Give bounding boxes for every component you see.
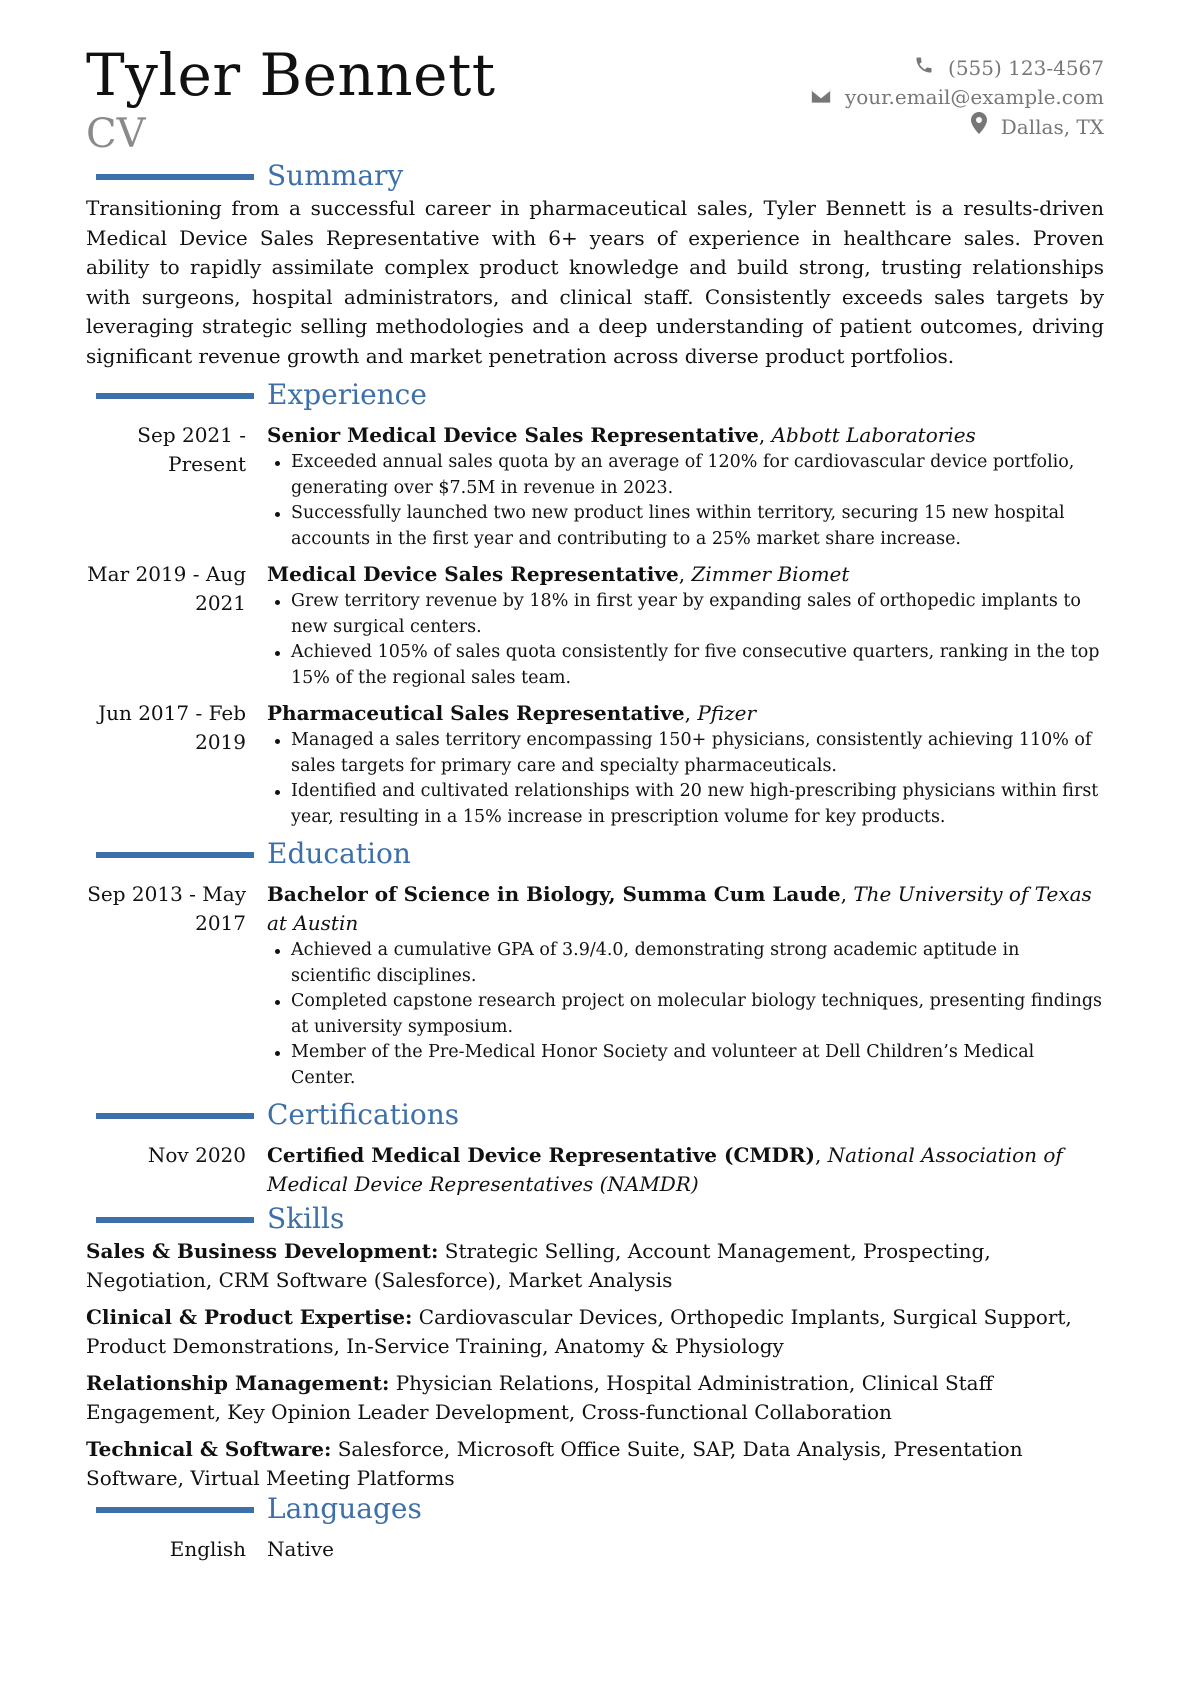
header [86,0,1104,160]
company-name: Pfizer [697,701,757,725]
section-title: Skills [267,1202,345,1235]
skill-row [86,1435,1104,1493]
contact-email [811,83,1104,112]
section-title: Education [267,837,411,870]
email-address[interactable]: your.email@example.com [844,85,1104,109]
contact-info [811,54,1104,142]
entry-date: Mar 2019 - Aug 2021 [87,562,246,615]
section-title: Languages [267,1492,422,1525]
entry-date: Sep 2021 - Present [137,423,246,476]
job-title: Pharmaceutical Sales Representative [267,701,685,725]
skill-row [86,1369,1104,1427]
contact-phone [811,54,1104,83]
contact-location [811,112,1104,142]
issuer-name: National Association of Medical Device Representatives (NAMDR) [267,1143,1063,1196]
company-name: Abbott Laboratories [771,423,976,447]
skill-items: Strategic Selling, Account Management, Prospecting, Negotiation, CRM Software (Salesforce), Market Analysis [86,1239,991,1292]
skill-category: Relationship Management: [86,1371,390,1395]
language-name: English [169,1537,246,1561]
bullet-list [267,450,1104,552]
entry-body [267,880,1104,1091]
bullet-item: Managed a sales territory encompassing 150+ physicians, consistently achieving 110% of sales targets for primary care and specialty pharmaceuticals. [291,728,1104,779]
entry-title: Medical Device Sales Representative, Zimmer Biomet [267,562,850,586]
entry-body [267,699,1104,830]
section-summary-heading [86,160,1104,194]
skill-category: Technical & Software: [86,1437,332,1461]
section-title: Experience [267,378,427,411]
certification-entry [86,1141,1104,1199]
education-entry [86,880,1104,1091]
company-name: Zimmer Biomet [691,562,850,586]
section-title: Summary [267,159,404,192]
document-subtitle: CV [86,111,146,157]
skill-items: Physician Relations, Hospital Administration, Clinical Staff Engagement, Key Opinion Leader Development, Cross-functional Collaboration [86,1371,993,1424]
bullet-item: Achieved a cumulative GPA of 3.9/4.0, demonstrating strong academic aptitude in scientific disciplines. [291,938,1104,989]
skill-items: Salesforce, Microsoft Office Suite, SAP, Data Analysis, Presentation Software, Virtual Meeting Platforms [86,1437,1023,1490]
entry-title: Bachelor of Science in Biology, Summa Cum Laude, The University of Texas at Austin [267,882,1092,935]
skill-row [86,1237,1104,1295]
entry-title: Senior Medical Device Sales Representative, Abbott Laboratories [267,423,976,447]
bullet-list [267,938,1104,1091]
bullet-item: Exceeded annual sales quota by an average of 120% for cardiovascular device portfolio, generating over $7.5M in revenue in 2023. [291,450,1104,501]
certification-title: Certified Medical Device Representative (CMDR) [267,1143,815,1167]
entry-title: Certified Medical Device Representative (CMDR), National Association of Medical Device Representatives (NAMDR) [267,1143,1063,1196]
language-row [86,1535,1104,1564]
phone-icon [914,54,948,83]
section-divider [96,852,254,858]
bullet-item: Completed capstone research project on molecular biology techniques, presenting findings at university symposium. [291,989,1104,1040]
bullet-item: Member of the Pre-Medical Honor Society and volunteer at Dell Children’s Medical Center. [291,1040,1104,1091]
bullet-item: Grew territory revenue by 18% in first year by expanding sales of orthopedic implants to new surgical centers. [291,589,1104,640]
job-title: Medical Device Sales Representative [267,562,679,586]
section-divider [96,393,254,399]
section-divider [96,1507,254,1513]
experience-entry [86,560,1104,691]
summary-text: Transitioning from a successful career in pharmaceutical sales, Tyler Bennett is a results-driven Medical Device Sales Representative with 6+ years of experience in healthcare sales. Proven ability to rapidly assimilate complex product knowledge and build strong, trusting relationships with surgeons, hospital administrators, and clinical staff. Consistently exceeds sales targets by leveraging strategic selling methodologies and a deep understanding of patient outcomes, driving significant revenue growth and market penetration across diverse product portfolios. [86,196,1104,368]
location-text: Dallas, TX [1000,114,1104,139]
entry-date: Nov 2020 [147,1143,246,1167]
section-skills-heading [86,1203,1104,1237]
section-title: Certifications [267,1098,460,1131]
section-education-heading [86,838,1104,872]
section-divider [96,1217,254,1223]
envelope-icon [811,83,845,112]
phone-number[interactable]: (555) 123-4567 [948,56,1104,80]
entry-date: Sep 2013 - May 2017 [87,882,246,935]
candidate-name: Tyler Bennett [86,41,496,109]
entry-body [267,421,1104,552]
section-certifications-heading [86,1099,1104,1133]
bullet-item: Identified and cultivated relationships with 20 new high-prescribing physicians within first year, resulting in a 15% increase in prescription volume for key products. [291,779,1104,830]
bullet-item: Achieved 105% of sales quota consistently for five consecutive quarters, ranking in the top 15% of the regional sales team. [291,640,1104,691]
section-divider [96,174,254,180]
institution-name: The University of Texas at Austin [267,882,1092,935]
skill-category: Clinical & Product Expertise: [86,1305,413,1329]
degree-title: Bachelor of Science in Biology, Summa Cum Laude [267,882,841,906]
entry-body [267,1141,1104,1199]
experience-entry [86,699,1104,830]
skill-items: Cardiovascular Devices, Orthopedic Implants, Surgical Support, Product Demonstrations, In-Service Training, Anatomy & Physiology [86,1305,1072,1358]
section-languages-heading [86,1493,1104,1527]
skill-row [86,1303,1104,1361]
job-title: Senior Medical Device Sales Representative [267,423,759,447]
entry-body [267,560,1104,691]
map-pin-icon [971,112,1001,142]
entry-title: Pharmaceutical Sales Representative, Pfizer [267,701,757,725]
bullet-item: Successfully launched two new product lines within territory, securing 15 new hospital accounts in the first year and contributing to a 25% market share increase. [291,501,1104,552]
section-experience-heading [86,379,1104,413]
experience-entry [86,421,1104,552]
skill-category: Sales & Business Development: [86,1239,439,1263]
entry-date: Jun 2017 - Feb 2019 [98,701,246,754]
language-level: Native [267,1537,334,1561]
bullet-list [267,589,1104,691]
section-divider [96,1113,254,1119]
bullet-list [267,728,1104,830]
